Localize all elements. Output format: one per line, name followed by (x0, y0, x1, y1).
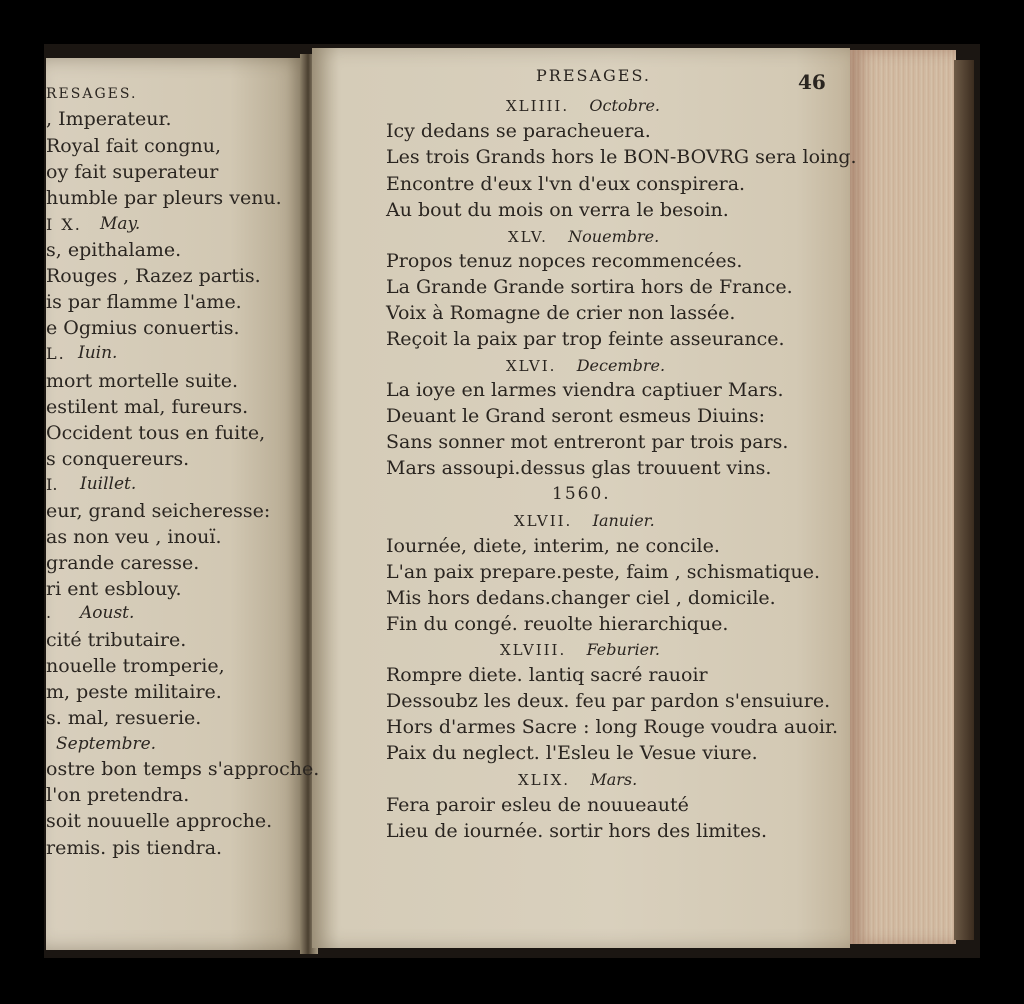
section-numeral: XLV. (508, 228, 548, 246)
left-line: humble par pleurs venu. (46, 187, 282, 209)
verse-line: Sans sonner mot entreront par trois pars. (386, 431, 789, 453)
left-line: ri ent esblouy. (46, 578, 182, 600)
section-heading (518, 770, 637, 789)
left-line: e Ogmius conuertis. (46, 317, 240, 339)
left-line: as non veu , inouï. (46, 526, 222, 548)
verse-line: Paix du neglect. l'Esleu le Vesue viure. (386, 742, 758, 764)
left-line: cité tributaire. (46, 629, 187, 651)
verse-line: Fera paroir esleu de nouueauté (386, 794, 689, 816)
left-line: l'on pretendra. (46, 784, 190, 806)
section-heading (500, 640, 660, 659)
section-month: Decembre. (576, 356, 666, 375)
section-heading (506, 356, 665, 375)
left-section-num: . (46, 603, 52, 622)
page-edges (850, 50, 956, 944)
left-line: is par flamme l'ame. (46, 291, 242, 313)
left-line: s. mal, resuerie. (46, 707, 202, 729)
cover-edge (954, 60, 974, 940)
verse-line: Mis hors dedans.changer ciel , domicile. (386, 587, 776, 609)
left-section-month: Iuillet. (80, 474, 137, 494)
left-line: estilent mal, fureurs. (46, 396, 249, 418)
left-line: s, epithalame. (46, 239, 182, 261)
verse-line: Encontre d'eux l'vn d'eux conspirera. (386, 173, 746, 195)
right-running-head: PRESAGES. (536, 66, 651, 85)
section-numeral: XLVIII. (500, 641, 567, 659)
section-month: Ianuier. (592, 511, 655, 530)
left-line: ostre bon temps s'approche. (46, 758, 320, 780)
page-number: 46 (798, 70, 826, 94)
verse-line: Propos tenuz nopces recommencées. (386, 250, 743, 272)
left-line: , Imperateur. (46, 108, 172, 130)
section-numeral: XLIIII. (506, 97, 570, 115)
left-line: grande caresse. (46, 552, 200, 574)
section-heading (514, 511, 655, 530)
left-line: remis. pis tiendra. (46, 837, 223, 859)
left-section-month: Iuin. (78, 343, 118, 363)
verse-line: Mars assoupi.dessus glas trouuent vins. (386, 457, 772, 479)
section-month: Nouembre. (568, 227, 660, 246)
left-line: Royal fait congnu, (46, 135, 222, 157)
verse-line: L'an paix prepare.peste, faim , schismatique. (386, 561, 820, 583)
left-line: Rouges , Razez partis. (46, 265, 261, 287)
left-line: Occident tous en fuite, (46, 422, 266, 444)
section-month: Feburier. (586, 640, 661, 659)
verse-line: Les trois Grands hors le BON-BOVRG sera loing. (386, 146, 857, 168)
left-line: oy fait superateur (46, 161, 219, 183)
verse-line: Reçoit la paix par trop feinte asseurance. (386, 328, 785, 350)
left-section-month: Septembre. (56, 734, 157, 754)
verse-line: Icy dedans se paracheuera. (386, 120, 651, 142)
verse-line: Au bout du mois on verra le besoin. (386, 199, 729, 221)
left-section-month: May. (100, 214, 141, 234)
section-numeral: XLIX. (518, 771, 571, 789)
verse-line: Voix à Romagne de crier non lassée. (386, 302, 736, 324)
left-section-num: L. (46, 344, 66, 363)
left-line: soit nouuelle approche. (46, 810, 273, 832)
section-month: Mars. (590, 770, 638, 789)
section-numeral: XLVI. (506, 357, 557, 375)
section-numeral: XLVII. (514, 512, 573, 530)
left-line: m, peste militaire. (46, 681, 222, 703)
left-section-num: I X. (46, 215, 82, 234)
section-heading (506, 96, 660, 115)
verse-line: Iournée, diete, interim, ne concile. (386, 535, 720, 557)
section-month: Octobre. (589, 96, 661, 115)
left-section-num: I. (46, 475, 58, 494)
verse-line: La ioye en larmes viendra captiuer Mars. (386, 379, 784, 401)
verse-line: La Grande Grande sortira hors de France. (386, 276, 793, 298)
verse-line: Hors d'armes Sacre : long Rouge voudra auoir. (386, 716, 839, 738)
verse-line: Lieu de iournée. sortir hors des limites. (386, 820, 768, 842)
left-line: s conquereurs. (46, 448, 190, 470)
verse-line: Rompre diete. lantiq sacré rauoir (386, 664, 708, 686)
left-section-month: Aoust. (80, 603, 135, 623)
verse-line: Dessoubz les deux. feu par pardon s'ensuiure. (386, 690, 831, 712)
left-line: nouelle tromperie, (46, 655, 225, 677)
year-heading: 1560. (552, 484, 611, 504)
verse-line: Deuant le Grand seront esmeus Diuins: (386, 405, 766, 427)
left-running-head: RESAGES. (46, 86, 138, 102)
left-line: mort mortelle suite. (46, 370, 239, 392)
left-line: eur, grand seicheresse: (46, 500, 271, 522)
verse-line: Fin du congé. reuolte hierarchique. (386, 613, 729, 635)
section-heading (508, 227, 659, 246)
